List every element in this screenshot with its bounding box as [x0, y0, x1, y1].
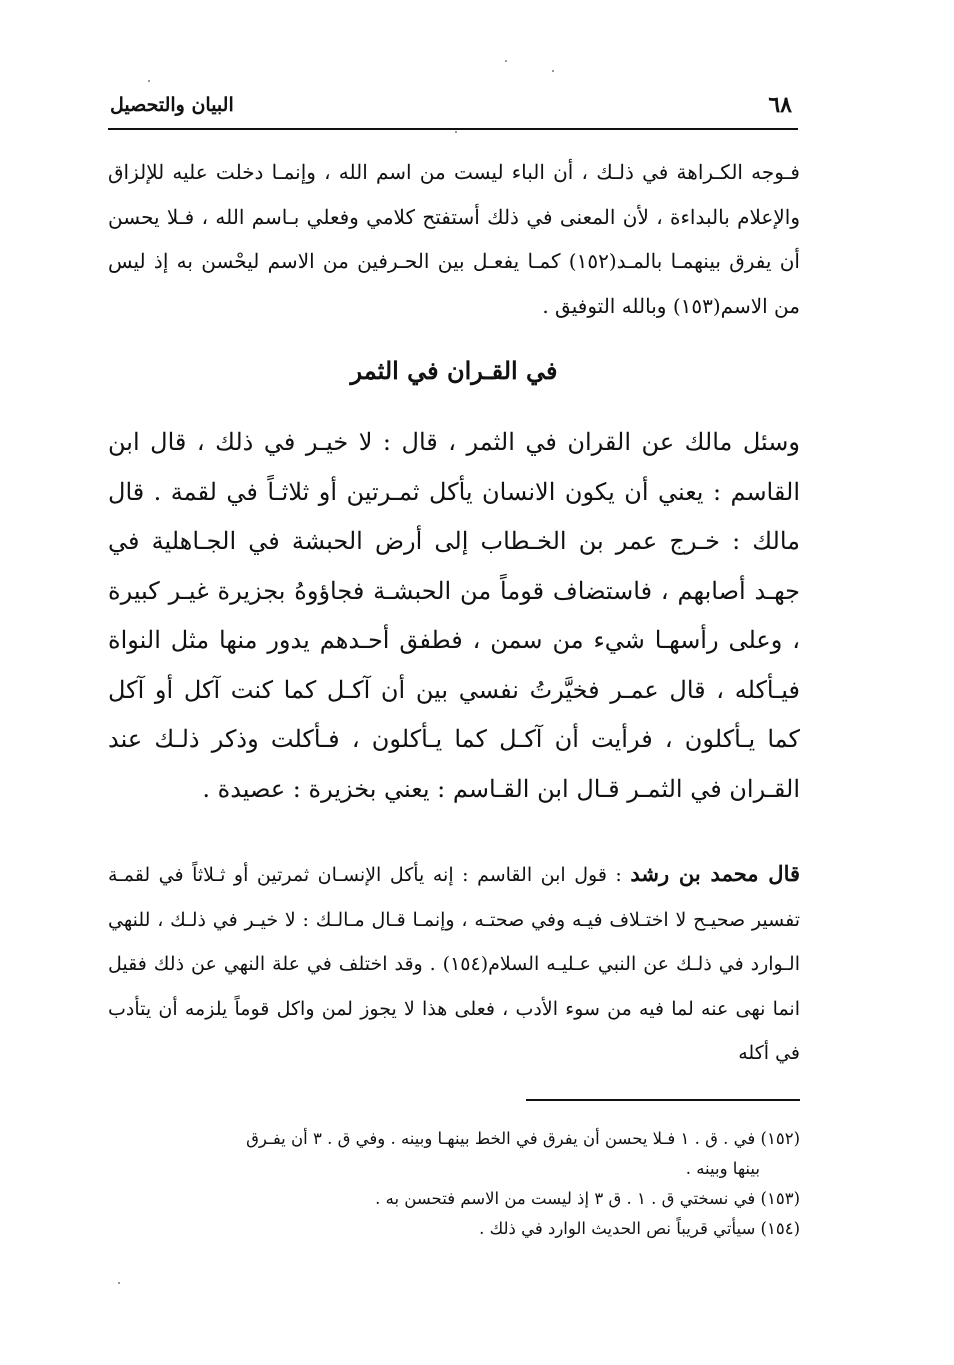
footnote-text: (١٥٣) في نسختي ق . ١ . ق ٣ إذ ليست من الاسم فتحسن به . — [375, 1189, 800, 1208]
paragraph-1: فـوجه الكـراهة في ذلـك ، أن الباء ليست من اسم الله ، وإنمـا دخلت عليه للإلزاق والإعلام بالبداءة ، لأن المعنى في ذلك أستفتح كلامي وفعلي بـاسم الله ، فـلا يحسن أن يفرق بينهمـا بالمـد(١٥٢) كمـا يفعـل بين الحـرفين من الاسم ليحْسن به إذ ليس من الاسم(١٥٣) وبالله التوفيق . — [108, 160, 800, 318]
footnote-152 — [108, 1124, 800, 1184]
scan-speck — [552, 70, 554, 72]
running-header — [108, 88, 798, 130]
scan-speck — [455, 131, 457, 133]
scan-speck — [148, 80, 150, 82]
commentary-text: : قول ابن القاسم : إنه يأكل الإنسـان ثمرتين أو ثـلاثاً في لقمـة تفسير صحيـح لا اختـلاف فيـه وفي صحتـه ، وإنمـا قـال مـالـك : لا خيـر في ذلـك ، للنهي الـوارد في ذلـك عن النبي عـليـه السلام(١٥٤) . وقد اختلف في علة النهي عن ذلك فقيل انما نهى عنه لما فيه من سوء الأدب ، فعلى هذا لا يجوز لمن واكل قوماً يلزمه أن يتأدب في أكله — [108, 864, 801, 1064]
footnote-text: (١٥٢) في . ق . ١ فـلا يحسن أن يفرق في الخط بينهـا وبينه . وفي ق . ٣ أن يفـرق — [246, 1129, 800, 1148]
footnote-divider — [526, 1099, 800, 1101]
footnote-text: (١٥٤) سيأتي قريباً نص الحديث الوارد في ذلك . — [479, 1219, 800, 1238]
footnotes — [108, 1124, 800, 1244]
footnote-153 — [108, 1184, 800, 1214]
book-title: البيان والتحصيل — [110, 94, 234, 116]
footnote-continuation: بينها وبينه . — [685, 1159, 760, 1178]
commentary-lead: قال محمد بن رشد — [630, 861, 801, 886]
scan-speck — [118, 1282, 120, 1284]
footnote-154 — [108, 1214, 800, 1244]
paragraph-3 — [108, 852, 800, 1076]
section-heading: في القـران في الثمر — [350, 356, 558, 385]
paragraph-2: وسئل مالك عن القران في الثمر ، قال : لا خيـر في ذلك ، قال ابن القاسم : يعني أن يكون الانسان يأكل ثمـرتين أو ثلاثـاً في لقمة . قال مالك : خـرج عمر بن الخـطاب إلى أرض الحبشة في الجـاهلية في جهـد أصابهم ، فاستضاف قوماً من الحبشـة فجاؤوهُ بجزيرة غيـر كبيرة ، وعلى رأسهـا شيء من سمن ، فطفق أحـدهم يدور منها مثل النواة فيـأكله ، قال عمـر فخيَّرتُ نفسي بين أن آكـل كما كنت آكل أو آكل كما يـأكلون ، فرأيت أن آكـل كما يـأكلون ، فـأكلت وذكر ذلـك عند القـران في الثمـر قـال ابن القـاسم : يعني بخزيرة : عصيدة . — [108, 428, 801, 803]
page-number: ٦٨ — [768, 92, 792, 118]
scan-speck — [505, 60, 507, 62]
